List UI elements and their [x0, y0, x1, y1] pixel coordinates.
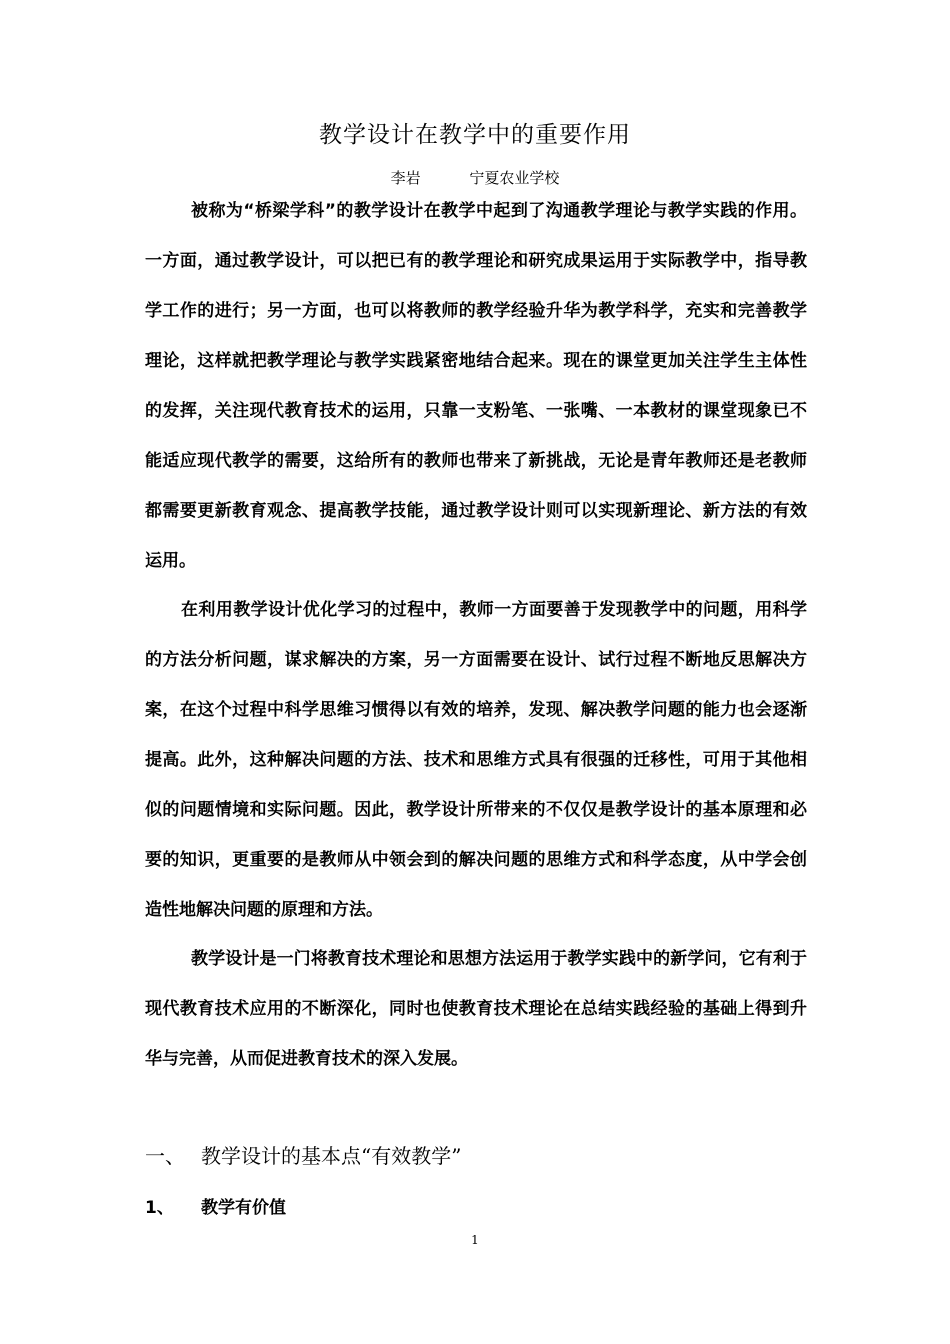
section-number: 一、 [145, 1144, 185, 1168]
subsection-title: 教学有价值 [201, 1198, 286, 1218]
author-affiliation: 宁夏农业学校 [469, 169, 560, 187]
author-name: 李岩 [390, 169, 421, 187]
byline [0, 167, 950, 188]
subsection-heading [145, 1193, 286, 1218]
body-paragraph-1: 被称为“桥梁学科”的教学设计在教学中起到了沟通教学理论与教学实践的作用。一方面，通过教学设计，可以把已有的教学理论和研究成果运用于实际教学中，指导教学工作的进行；另一方面，也可以将教师的教学经验升华为教学科学，充实和完善教学理论，这样就把教学理论与教学实践紧密地结合起来。现在的课堂更加关注学生主体性的发挥，关注现代教育技术的运用，只靠一支粉笔、一张嘴、一本教材的课堂现象已不能适应现代教学的需要，这给所有的教师也带来了新挑战，无论是青年教师还是老教师都需要更新教育观念、提高教学技能，通过教学设计则可以实现新理论、新方法的有效运用。 [145, 201, 807, 571]
subsection-number: 1、 [145, 1198, 174, 1218]
page-number: 1 [471, 1233, 479, 1247]
section-title: 教学设计的基本点“有效教学” [201, 1144, 462, 1168]
section-heading [145, 1140, 461, 1169]
document-title: 教学设计在教学中的重要作用 [319, 122, 631, 148]
body-paragraph-3: 教学设计是一门将教育技术理论和思想方法运用于教学实践中的新学问，它有利于现代教育技术应用的不断深化，同时也使教育技术理论在总结实践经验的基础上得到升华与完善，从而促进教育技术的深入发展。 [145, 949, 807, 1069]
body-paragraph-2: 在利用教学设计优化学习的过程中，教师一方面要善于发现教学中的问题，用科学的方法分析问题，谋求解决的方案，另一方面需要在设计、试行过程不断地反思解决方案，在这个过程中科学思维习惯得以有效的培养，发现、解决教学问题的能力也会逐渐提高。此外，这种解决问题的方法、技术和思维方式具有很强的迁移性，可用于其他相似的问题情境和实际问题。因此，教学设计所带来的不仅仅是教学设计的基本原理和必要的知识，更重要的是教师从中领会到的解决问题的思维方式和科学态度，从中学会创造性地解决问题的原理和方法。 [145, 600, 807, 920]
